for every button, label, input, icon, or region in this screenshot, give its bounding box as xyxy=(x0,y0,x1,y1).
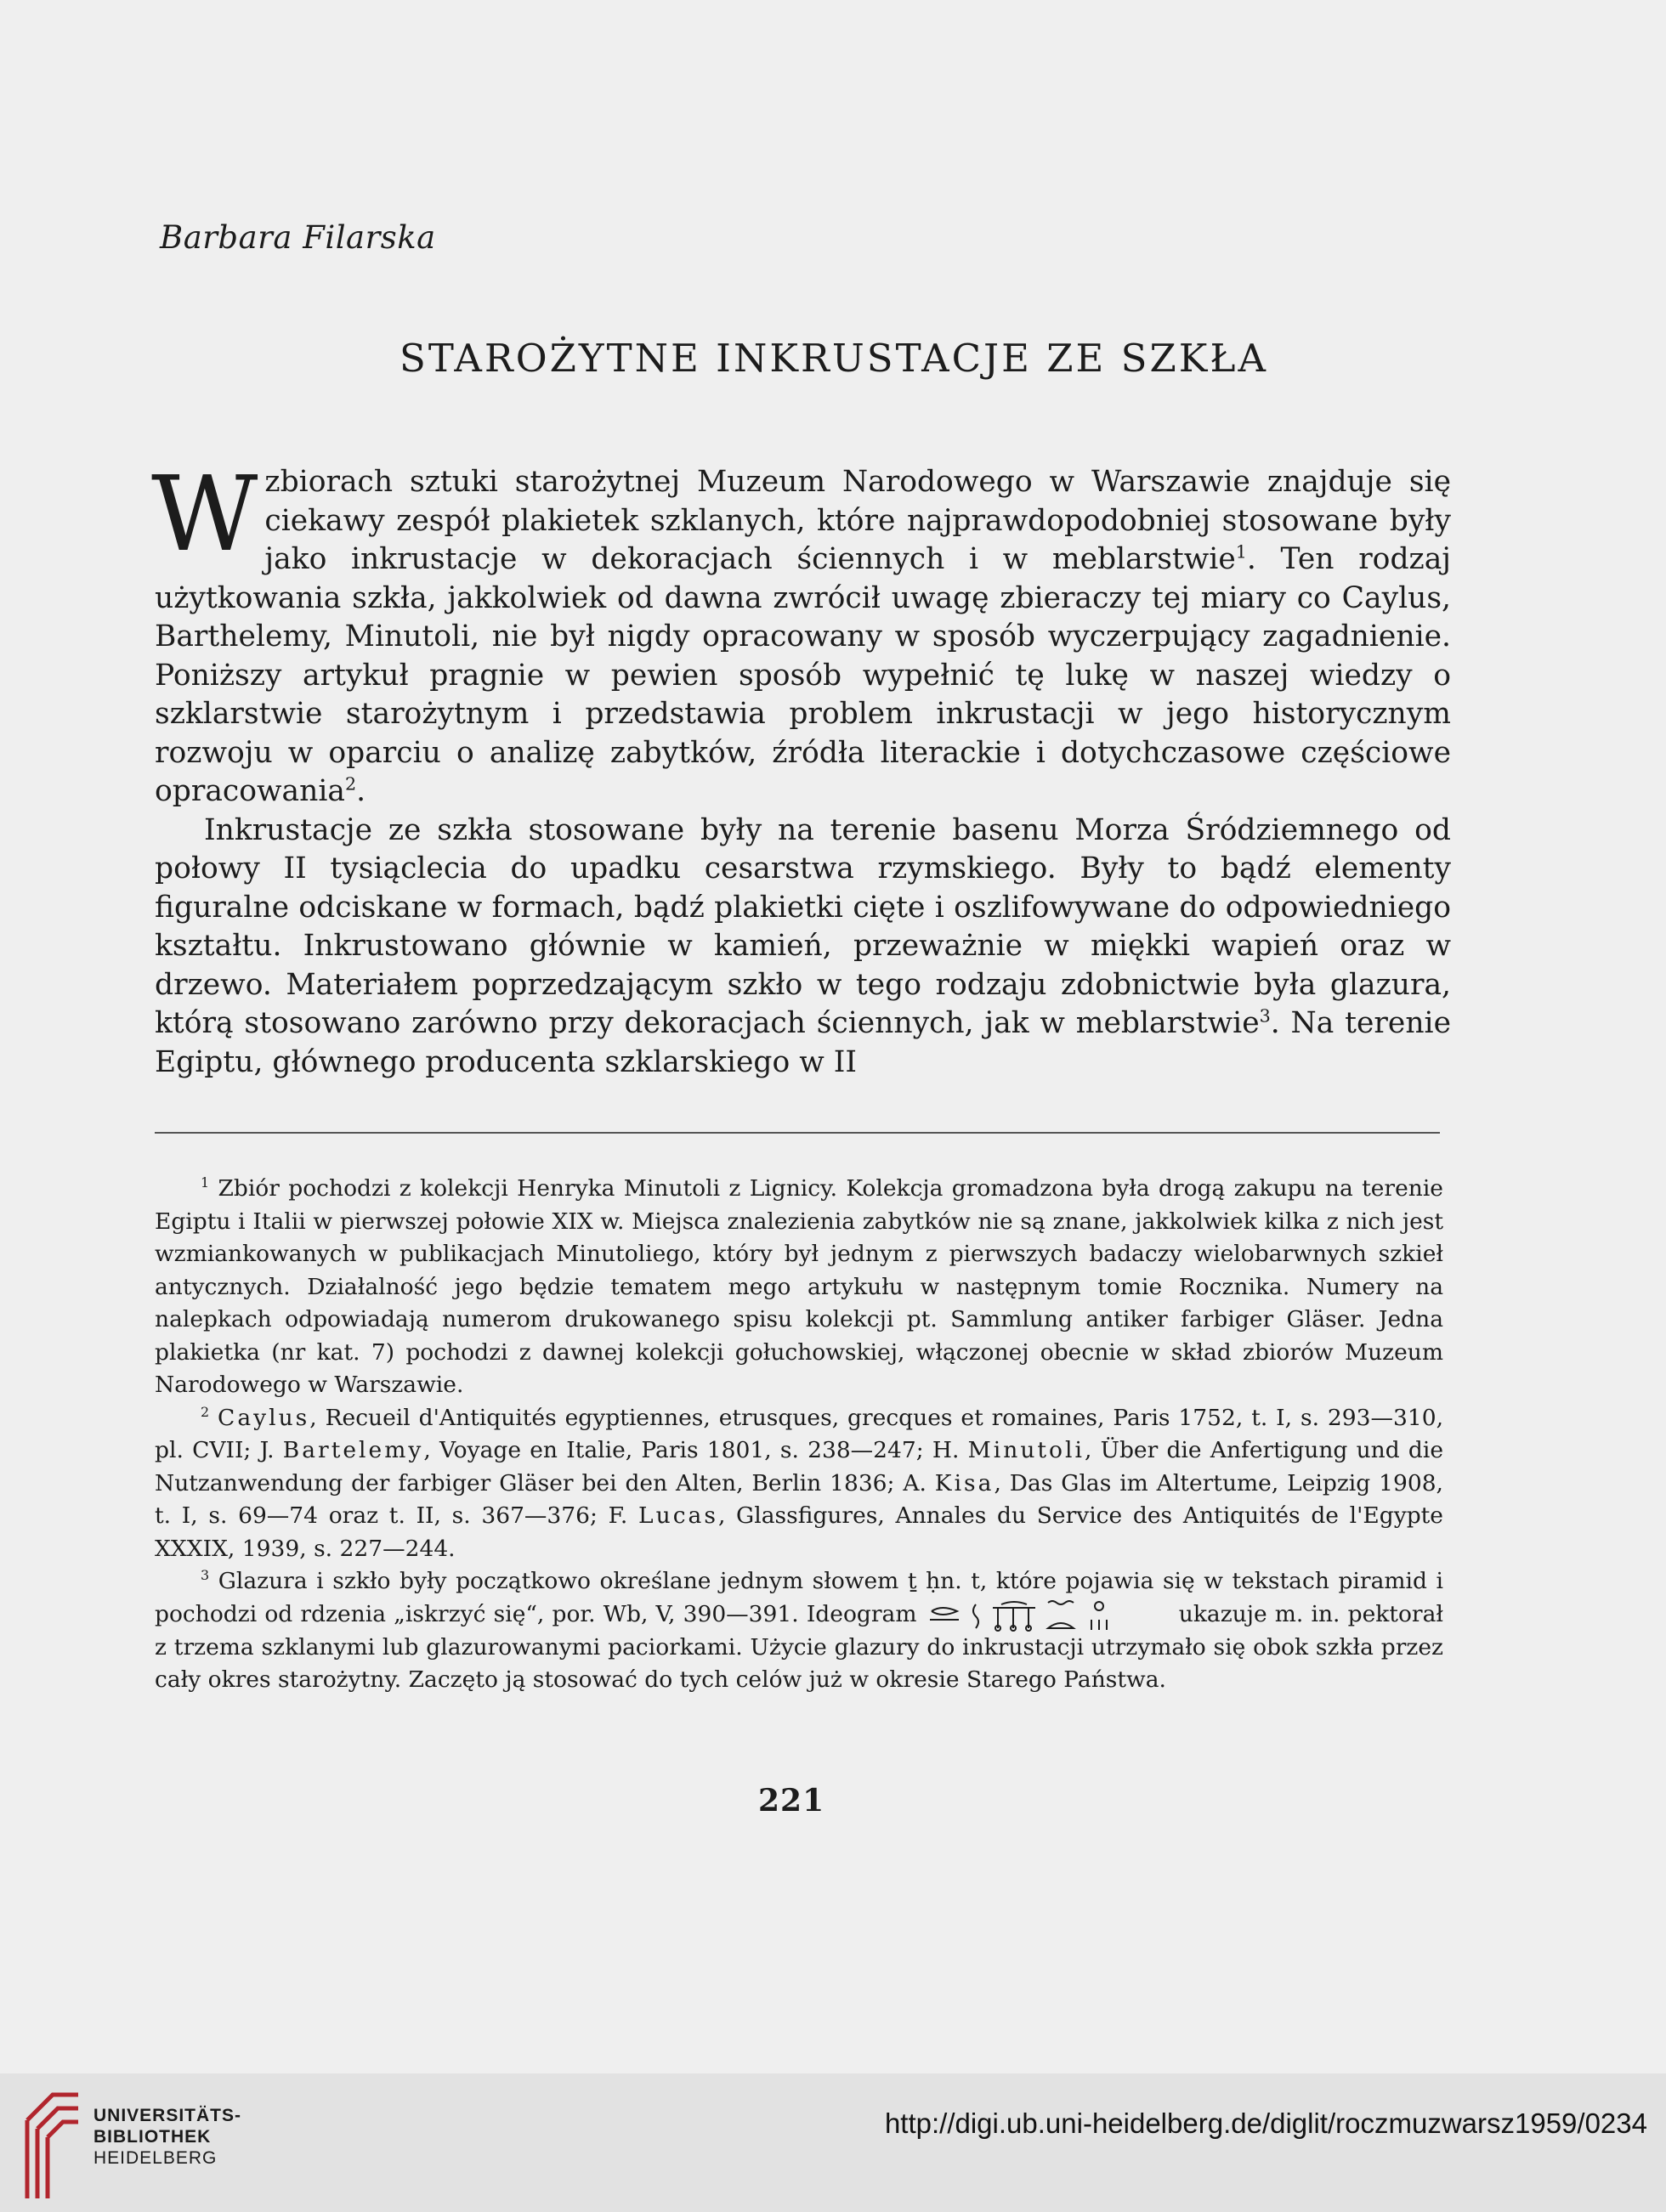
page-number: 221 xyxy=(758,1783,825,1819)
footnote-2-text-3: , Über die Anfertigung und die Nutzanwendung der farbiger Gläser bei den Alten, Berlin 1836; A. xyxy=(155,1437,1443,1496)
paragraph-2-text: Inkrustacje ze szkła stosowane były na terenie basenu Morza Śródziemnego od połowy II tysiąclecia do upadku cesarstwa rzymskiego. Były to bądź elementy figuralne odciskane w formach, bądź plakietki cięte i oszlifowywane do odpowiedniego kształtu. Inkrustowano głównie w kamień, przeważnie w miękki wapień oraz w drzewo. Materiałem poprzedzającym szkło w tego rodzaju zdobnictwie była glazura, którą stosowano zarówno przy dekoracjach ściennych, jak w meblarstwie xyxy=(155,812,1451,1040)
library-name-line-1: UNIVERSITÄTS- xyxy=(94,2106,242,2125)
footnote-ref-1: 1 xyxy=(1235,541,1247,563)
paragraph-2-text-b: . Na terenie Egiptu, głównego producenta szklarskiego w II xyxy=(155,1006,1451,1079)
footnote-2-number: 2 xyxy=(201,1403,210,1420)
article-title: STAROŻYTNE INKRUSTACJE ZE SZKŁA xyxy=(400,336,1268,381)
footnote-2-text-4: , Das Glas im Altertume, Leipzig 1908, t. I, s. 69—74 oraz t. II, s. 367—376; F. xyxy=(155,1469,1443,1529)
footnote-1-number: 1 xyxy=(201,1174,210,1191)
footnote-2-author-5: Lucas xyxy=(638,1502,718,1529)
footnote-divider xyxy=(155,1132,1440,1134)
paragraph-1-text-c: . xyxy=(356,774,366,808)
paragraph-1-text-b: . Ten rodzaj użytkowania szkła, jakkolwiek od dawna zwrócił uwagę zbieraczy tej miary co Caylus, Barthelemy, Minutoli, nie był nigdy opracowany w sposób wyczerpujący zagadnienie. Poniższy artykuł pragnie w pewien sposób wypełnić tę lukę w naszej wiedzy o szklarstwie starożytnym i przedstawia problem inkrustacji w jego historycznym rozwoju w oparciu o analizę zabytków, źródła literackie i dotychczasowe częściowe opracowania xyxy=(155,542,1451,808)
footnote-3-number: 3 xyxy=(201,1567,210,1584)
source-url-link[interactable]: http://digi.ub.uni-heidelberg.de/diglit/roczmuzwarsz1959/0234 xyxy=(884,2107,1647,2139)
hieroglyph-ideogram-icon xyxy=(925,1599,1171,1632)
footnote-1 xyxy=(155,1173,1443,1402)
library-name-line-3: HEIDELBERG xyxy=(94,2148,218,2168)
footnote-2-text-1: , Recueil d'Antiquités egyptiennes, etrusques, grecques et romaines, Paris 1752, t. I, s. 293—310, pl. CVII; J. xyxy=(155,1404,1443,1463)
footnote-3 xyxy=(155,1565,1443,1697)
footnote-ref-3: 3 xyxy=(1259,1005,1271,1027)
footnote-ref-2: 2 xyxy=(344,773,357,795)
paragraph-1-text: zbiorach sztuki starożytnej Muzeum Narodowego w Warszawie znajduje się ciekawy zespół plakietek szklanych, które najprawdopodobniej stosowane były jako inkrustacje w dekoracjach ściennych i w meblarstwie xyxy=(264,465,1451,576)
footnote-1-text: Zbiór pochodzi z kolekcji Henryka Minutoli z Lignicy. Kolekcja gromadzona była drogą zakupu na terenie Egiptu i Italii w pierwszej połowie XIX w. Miejsca znalezienia zabytków nie są znane, jakkolwiek kilka z nich jest wzmiankowanych w publikacjach Minutoliego, który był jednym z pierwszych badaczy wielobarwnych szkieł antycznych. Działalność jego będzie tematem mego artykułu w następnym tomie Rocznika. Numery na nalepkach odpowiadają numerom drukowanego spisu kolekcji pt. Sammlung antiker farbiger Gläser. Jedna plakietka (nr kat. 7) pochodzi z dawnej kolekcji gołuchowskiej, włączonej obecnie w skład zbiorów Muzeum Narodowego w Warszawie. xyxy=(155,1175,1443,1398)
footnote-2-author-2: Bartelemy xyxy=(282,1437,424,1463)
article-body xyxy=(151,454,1451,1082)
footnote-2-text-5: , Glassfigures, Annales du Service des Antiquités de l'Egypte XXXIX, 1939, s. 227—244. xyxy=(155,1502,1443,1562)
footnote-2-author-1: Caylus xyxy=(218,1404,310,1431)
footnote-3-text-b: ukazuje m. in. pektorał z trzema szklanymi lub glazurowanymi paciorkami. Użycie glazury do inkrustacji utrzymało się obok szkła przez cały okres starożytny. Zaczęto ją stosować do tych celów już w okresie Starego Państwa. xyxy=(155,1600,1443,1693)
library-name xyxy=(94,2105,241,2169)
library-name-line-2: BIBLIOTHEK xyxy=(94,2127,212,2147)
footnotes xyxy=(155,1173,1443,1697)
footnote-2 xyxy=(155,1402,1443,1566)
university-library-logo-icon xyxy=(19,2086,87,2204)
footnote-2-author-4: Kisa xyxy=(934,1469,994,1496)
paragraph-1 xyxy=(151,454,1451,812)
author-name: Barbara Filarska xyxy=(160,219,436,256)
drop-cap: W xyxy=(151,454,258,574)
paragraph-2 xyxy=(155,812,1451,1083)
footnote-3-text-a: Glazura i szkło były początkowo określane jednym słowem ṯ ḥn. t, które pojawia się w tekstach piramid i pochodzi od rdzenia „iskrzyć się“, por. Wb, V, 390—391. Ideogram xyxy=(155,1568,1443,1627)
footnote-2-text-2: , Voyage en Italie, Paris 1801, s. 238—247; H. xyxy=(423,1437,968,1463)
footer-bar xyxy=(0,2073,1666,2212)
footnote-2-author-3: Minutoli xyxy=(967,1437,1085,1463)
